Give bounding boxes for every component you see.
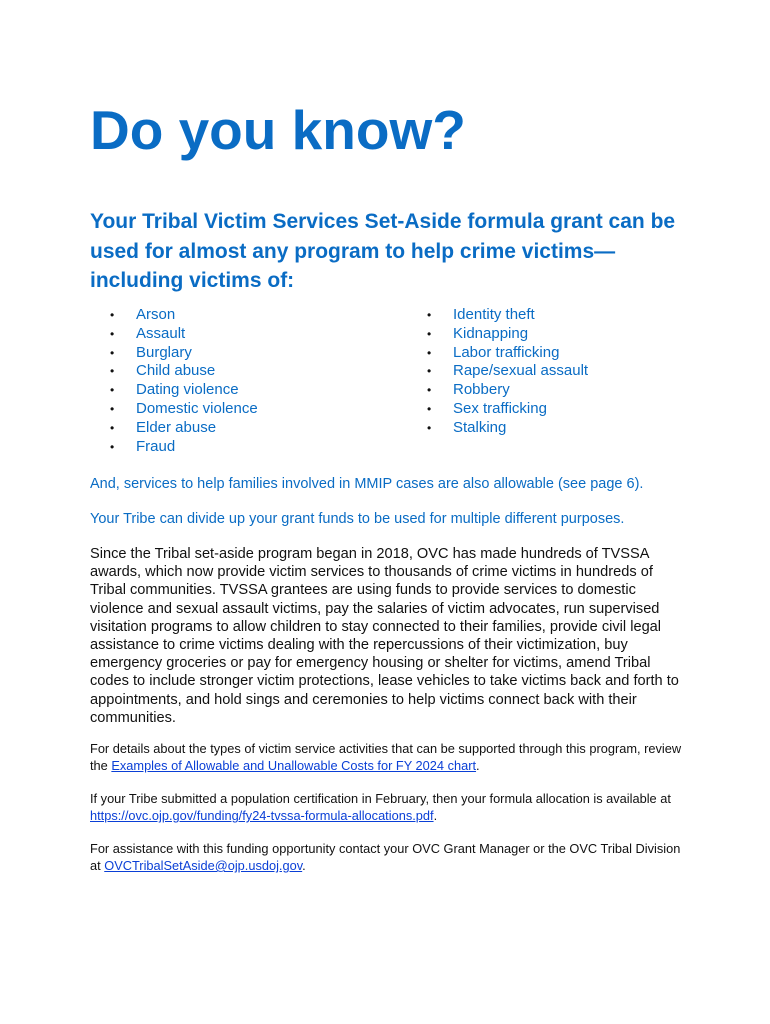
crime-list-right <box>426 306 588 438</box>
list-item: • Identity theft <box>427 306 535 323</box>
certification-paragraph: If your Tribe submitted a population certification in February, then your formula allocation is available at https://ovc.ojp.gov/funding/fy24-tvssa-formula-allocations.pdf. <box>90 791 671 823</box>
bullet-icon: • <box>427 364 432 379</box>
bullet-icon: • <box>110 308 115 322</box>
bullet-icon: • <box>427 345 432 360</box>
list-item: • Stalking <box>427 418 507 436</box>
formula-allocations-link[interactable]: https://ovc.ojp.gov/funding/fy24-tvssa-formula-allocations.pdf <box>90 808 434 823</box>
list-item: • Domestic violence <box>110 399 258 417</box>
list-item: • Child abuse <box>110 362 216 380</box>
bullet-icon: • <box>110 345 115 360</box>
bullet-icon: • <box>110 364 115 379</box>
page-subtitle: Your Tribal Victim Services Set-Aside formula grant can be used for almost any program to help crime victims—including victims of: <box>90 210 676 292</box>
bullet-icon: • <box>427 383 432 398</box>
list-item: • Rape/sexual assault <box>427 362 589 380</box>
bullet-icon: • <box>427 308 432 322</box>
list-item: • Sex trafficking <box>427 399 547 417</box>
bullet-icon: • <box>427 420 432 435</box>
list-item: • Robbery <box>427 381 510 399</box>
list-item: • Dating violence <box>110 381 239 399</box>
list-item: • Burglary <box>110 343 192 361</box>
bullet-icon: • <box>427 401 432 416</box>
list-item: • Kidnapping <box>427 324 529 342</box>
crime-list-left <box>109 306 258 456</box>
ovc-tribal-email-link[interactable]: OVCTribalSetAside@ojp.usdoj.gov <box>104 858 303 873</box>
bullet-icon: • <box>110 326 115 341</box>
list-item: • Arson <box>110 306 176 323</box>
page-title: Do you know? <box>90 99 466 161</box>
bullet-icon: • <box>110 383 115 398</box>
divide-funds-note: Your Tribe can divide up your grant funds to be used for multiple different purposes. <box>90 511 625 527</box>
list-item: • Labor trafficking <box>427 343 560 361</box>
allowable-costs-chart-link[interactable]: Examples of Allowable and Unallowable Costs for FY 2024 chart <box>111 758 477 773</box>
bullet-icon: • <box>110 439 115 454</box>
mmip-note: And, services to help families involved in MMIP cases are also allowable (see page 6). <box>90 476 644 492</box>
list-item: • Assault <box>110 324 186 342</box>
bullet-icon: • <box>110 420 115 435</box>
program-history-paragraph: Since the Tribal set-aside program began in 2018, OVC has made hundreds of TVSSA awards, which now provide victim services to thousands of crime victims in hundreds of Tribal communities. TVSSA grantees are using funds to provide services to domestic violence and sexual assault victims, pay the salaries of victim advocates, run supervised visitation programs to allow children to stay connected to their families, provide civil legal assistance to crime victims dealing with the repercussions of their victimization, buy emergency groceries or pay for emergency housing or shelter for victims, amend Tribal codes to include stronger victim protections, lease vehicles to take victims back and forth to appointments, and hold sings and ceremonies to help victims connect back with their communities. <box>90 546 679 726</box>
list-item: • Fraud <box>110 437 176 455</box>
bullet-icon: • <box>110 401 115 416</box>
assistance-paragraph: For assistance with this funding opportunity contact your OVC Grant Manager or the OVC Tribal Division at OVCTribalSetAside@ojp.usdoj.gov. <box>90 841 681 873</box>
bullet-icon: • <box>427 326 432 341</box>
list-item: • Elder abuse <box>110 418 217 436</box>
details-paragraph: For details about the types of victim service activities that can be supported through this program, review the Examples of Allowable and Unallowable Costs for FY 2024 chart. <box>90 741 682 773</box>
